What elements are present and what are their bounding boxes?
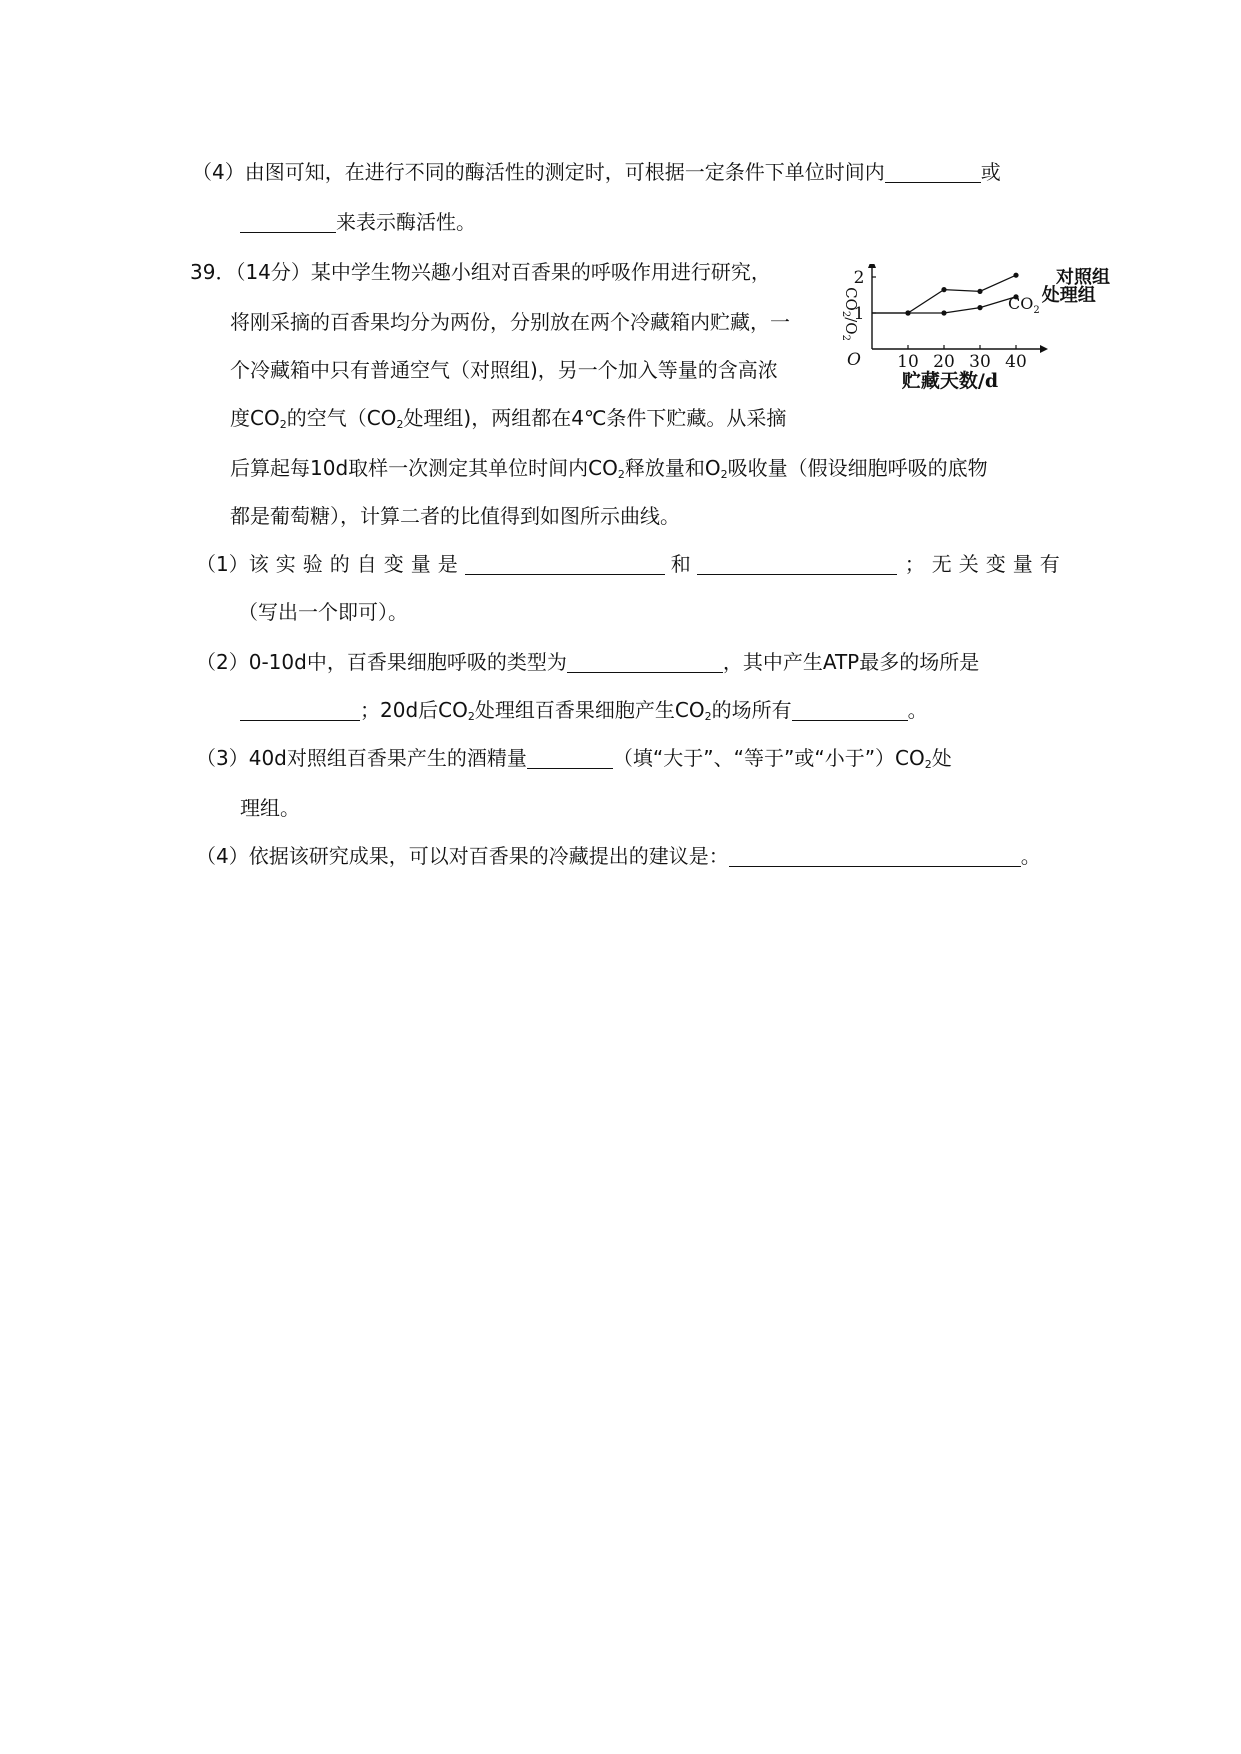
p4-text-b: 。 — [1020, 844, 1041, 868]
data-point — [941, 287, 946, 292]
x-axis-arrow — [1040, 345, 1048, 353]
x-tick-label: 10 — [897, 352, 919, 372]
q39-stem-1: 某中学生物兴趣小组对百香果的呼吸作用进行研究， — [310, 260, 771, 284]
prev-q4-or: 或 — [980, 160, 1001, 184]
p2-text-f: 。 — [907, 698, 928, 722]
data-point — [977, 305, 982, 310]
x-tick-label: 20 — [933, 352, 955, 372]
p1-text-a: 该实验的自变量是 — [248, 552, 465, 576]
subscript: 2 — [279, 418, 287, 431]
q39-stem-4c: 处理组)，两组都在4℃条件下贮藏。从采摘 — [403, 406, 787, 430]
q39-p3-line2 — [240, 794, 300, 822]
y-tick-label: 1 — [853, 304, 865, 324]
p2-text-e: 的场所有 — [711, 698, 792, 722]
answer-blank[interactable] — [885, 160, 981, 183]
y-axis-arrow — [868, 264, 876, 268]
x-axis-label: 贮藏天数/d — [901, 370, 999, 392]
data-point — [977, 289, 982, 294]
q39-p2-line2 — [240, 696, 928, 724]
prev-q4-tail: 来表示酶活性。 — [336, 210, 476, 234]
subscript: 2 — [720, 468, 728, 481]
q39-number: 39． — [190, 260, 236, 284]
x-tick-label: 40 — [1005, 352, 1027, 372]
answer-blank[interactable] — [567, 650, 723, 673]
answer-blank[interactable] — [240, 698, 360, 721]
p2-text-c: ；20d后CO — [360, 698, 468, 722]
answer-blank[interactable] — [527, 746, 613, 769]
respiration-ratio-chart — [838, 264, 1142, 434]
p4-text-a: 依据该研究成果，可以对百香果的冷藏提出的建议是： — [248, 844, 729, 868]
prev-q4-line2 — [240, 208, 476, 236]
q39-line5 — [230, 454, 988, 482]
p2-text-a: 0-10d中，百香果细胞呼吸的类型为 — [248, 650, 567, 674]
p3-text-a: 40d对照组百香果产生的酒精量 — [248, 746, 527, 770]
prev-q4-line1 — [192, 158, 1001, 186]
q39-line3 — [230, 356, 778, 384]
subscript: 2 — [617, 468, 625, 481]
p3-text-c: 处 — [931, 746, 952, 770]
p1-text-b: 和 — [670, 552, 691, 576]
subscript: 2 — [467, 710, 475, 723]
part-number: （3） — [196, 746, 249, 770]
q39-stem-5a: 释放量和O — [624, 456, 721, 480]
y-axis-label: $CO_2/O_2$ — [840, 287, 860, 341]
p3-text-line2: 理组。 — [240, 796, 300, 820]
data-point — [905, 310, 910, 315]
q39-p3-line1 — [196, 744, 952, 772]
prev-q4-text: 由图可知，在进行不同的酶活性的测定时，可根据一定条件下单位时间内 — [244, 160, 885, 184]
subscript: 2 — [704, 710, 712, 723]
q39-stem-2: 将刚采摘的百香果均分为两份，分别放在两个冷藏箱内贮藏，一 — [230, 310, 790, 334]
q39-stem-4b: 的空气（CO — [286, 406, 397, 430]
answer-blank[interactable] — [697, 552, 897, 575]
q39-stem-3: 个冷藏箱中只有普通空气（对照组)，另一个加入等量的含高浓 — [230, 358, 778, 382]
answer-blank[interactable] — [792, 698, 908, 721]
answer-blank[interactable] — [240, 210, 336, 233]
q39-stem-5b: 吸收量（假设细胞呼吸的底物 — [727, 456, 988, 480]
chart-labels — [840, 266, 1110, 392]
q39-stem-6: 都是葡萄糖），计算二者的比值得到如图所示曲线。 — [230, 504, 680, 528]
q39-stem-4a: 度CO — [230, 406, 280, 430]
part-number: （1） — [196, 552, 249, 576]
origin-label: O — [847, 350, 861, 370]
q39-line4 — [230, 404, 786, 432]
subscript: 2 — [924, 758, 932, 771]
q39-line1 — [190, 258, 771, 286]
answer-blank[interactable] — [729, 844, 1021, 867]
part-number: （4） — [196, 844, 249, 868]
p3-text-b: （填“大于”、“等于”或“小于”）CO — [612, 746, 925, 770]
series-label-control: 对照组 — [1056, 267, 1110, 289]
series-label-co2: $CO_2$处理组 — [1008, 284, 1096, 316]
subscript: 2 — [396, 418, 404, 431]
q39-p1-line2 — [238, 598, 408, 626]
q39-score: （14分） — [235, 260, 311, 284]
prev-q4-number: （4） — [192, 160, 245, 184]
q39-p1-line1 — [196, 550, 1067, 578]
p2-text-b: ，其中产生ATP最多的场所是 — [722, 650, 980, 674]
x-tick-label: 30 — [969, 352, 991, 372]
q39-stem-5: 后算起每10d取样一次测定其单位时间内CO — [230, 456, 618, 480]
p1-text-c: ；无关变量有 — [904, 552, 1067, 576]
data-point — [1013, 273, 1018, 278]
data-point — [941, 310, 946, 315]
p1-text-line2: （写出一个即可）。 — [238, 600, 408, 624]
q39-p4-line1 — [196, 842, 1041, 870]
answer-blank[interactable] — [465, 552, 665, 575]
y-tick-label: 2 — [853, 268, 865, 288]
part-number: （2） — [196, 650, 249, 674]
q39-line2 — [230, 308, 790, 336]
chart-series — [872, 273, 1019, 316]
q39-p2-line1 — [196, 648, 979, 676]
series-line-1 — [872, 275, 1016, 313]
q39-line6 — [230, 502, 680, 530]
p2-text-d: 处理组百香果细胞产生CO — [474, 698, 705, 722]
